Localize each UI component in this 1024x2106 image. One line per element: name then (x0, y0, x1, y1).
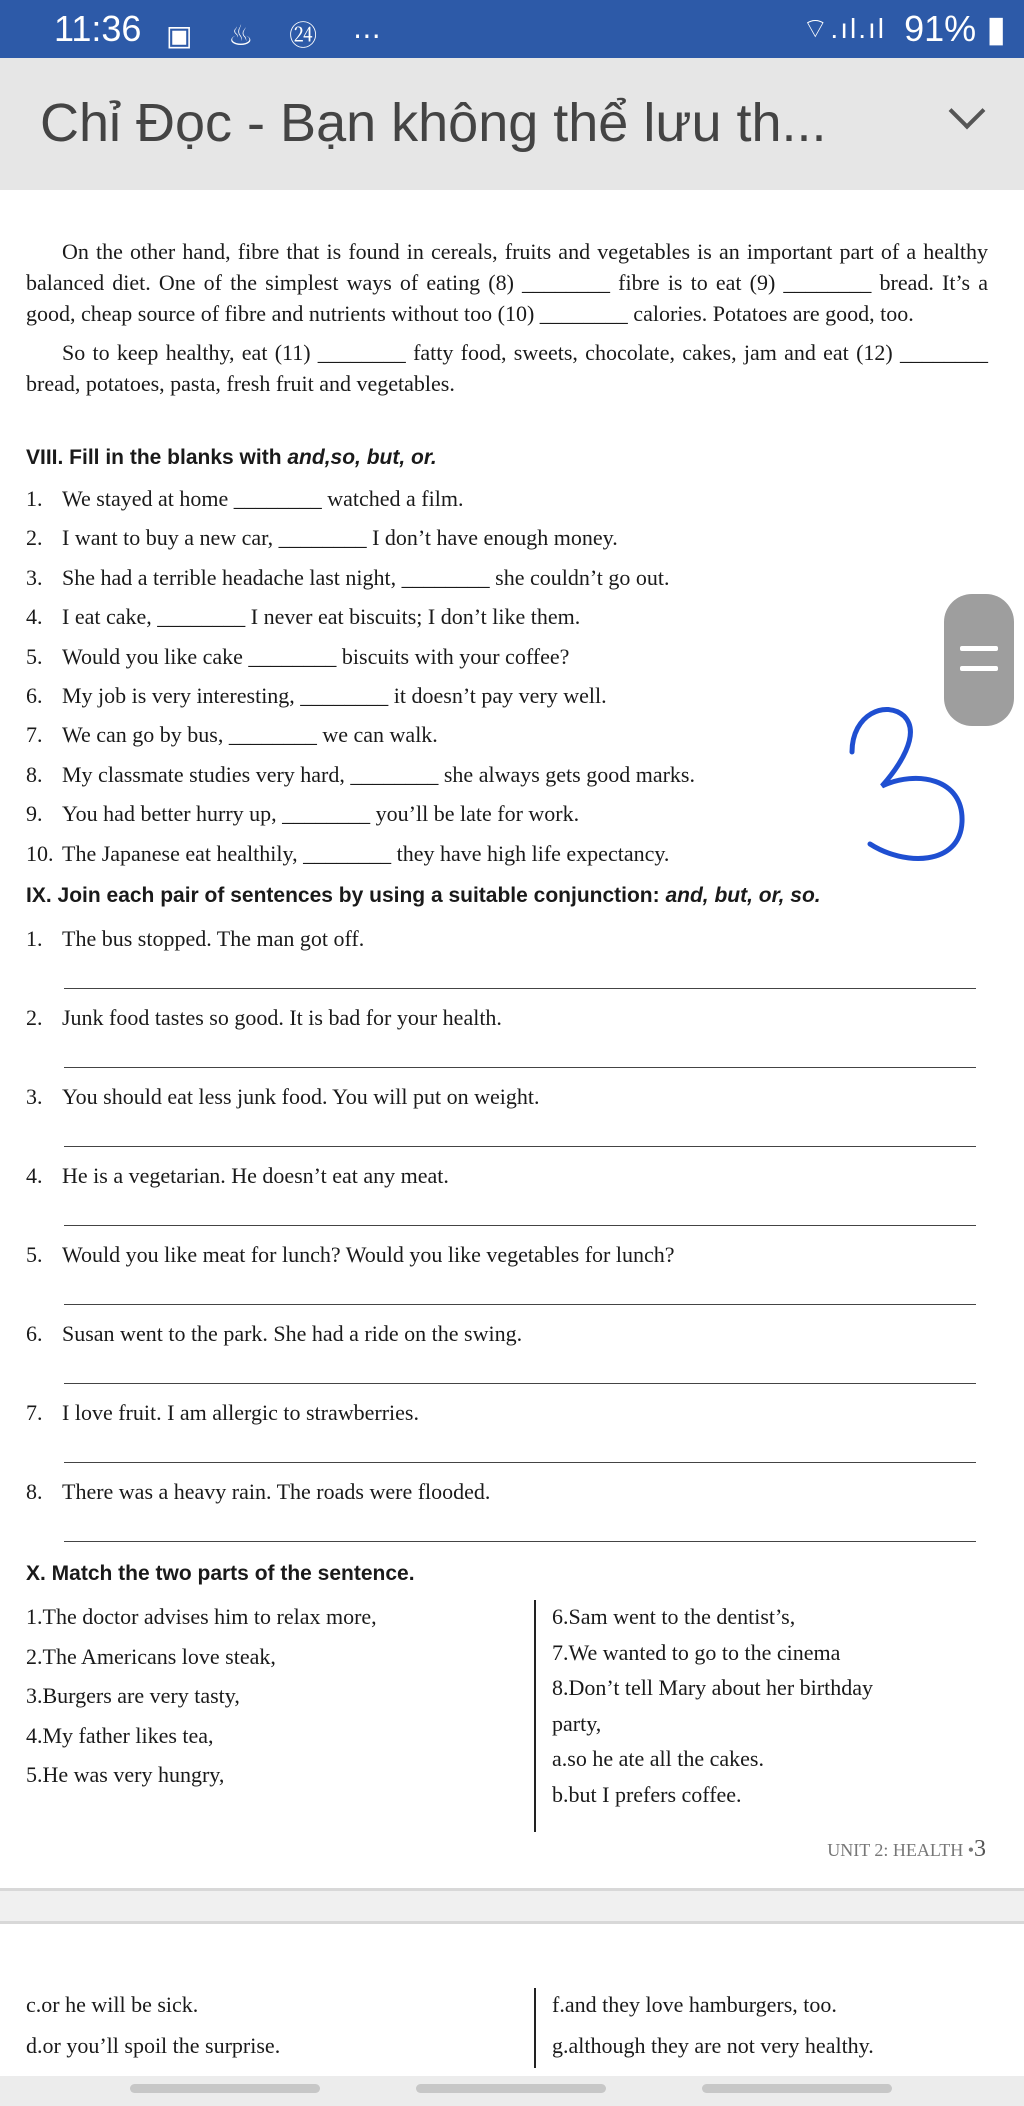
column-divider-page2 (534, 1988, 536, 2068)
item-text: Would you like meat for lunch? Would you like vegetables for lunch? (62, 1242, 675, 1267)
nav-pill-right[interactable] (702, 2084, 892, 2093)
battery-level: 91% ▮ (904, 8, 1006, 49)
match-item-left (26, 1723, 214, 1749)
item-text: Sam went to the dentist’s, (568, 1604, 796, 1629)
section-8-heading: VIII. Fill in the blanks with and,so, but, or. (26, 446, 437, 469)
item-text: although they are not very healthy. (568, 2033, 874, 2058)
fill-blank-item (26, 644, 569, 670)
join-sentence-item (26, 926, 364, 952)
answer-line[interactable] (64, 1383, 976, 1384)
item-text: There was a heavy rain. The roads were flooded. (62, 1479, 491, 1504)
fill-blank-item (26, 525, 618, 551)
answer-line[interactable] (64, 1225, 976, 1226)
match-item-left (26, 1683, 240, 1709)
item-text: Burgers are very tasty, (42, 1683, 240, 1708)
item-number: 1. (26, 486, 43, 511)
item-number: 8. (26, 1479, 43, 1504)
document-title: Chỉ Đọc - Bạn không thể lưu th... (40, 93, 827, 153)
item-number: 2. (26, 1005, 43, 1030)
item-text: You should eat less junk food. You will put on weight. (62, 1084, 540, 1109)
item-number: 5. (26, 1242, 43, 1267)
item-number: 7. (26, 722, 43, 748)
join-sentence-item (26, 1163, 449, 1189)
item-text: We wanted to go to the cinema (568, 1639, 841, 1665)
item-text: My father likes tea, (42, 1722, 214, 1748)
item-number: 8. (552, 1675, 569, 1700)
join-sentence-item (26, 1321, 522, 1347)
item-number: 3. (26, 564, 43, 590)
join-sentence-item (26, 1400, 419, 1426)
fill-blank-item (26, 762, 695, 788)
item-text: He is a vegetarian. He doesn’t eat any meat. (62, 1163, 449, 1188)
item-text: The Japanese eat healthily, ________ they have high life expectancy. (62, 840, 670, 866)
item-text: You had better hurry up, ________ you’ll be late for work. (62, 801, 580, 827)
paragraph-1: On the other hand, fibre that is found in cereals, fruits and vegetables is an important part of a healthy balanced diet. One of the simplest ways of eating (8) ________ fibre is to eat (9) ________ bread. It’s a good, cheap source of fibre and nutrients without too (10) ________ calories. Potatoes are good, too. (26, 239, 988, 326)
item-number: b. (552, 1781, 569, 1807)
join-sentence-item (26, 1005, 502, 1031)
match-item-left (26, 1644, 276, 1670)
match-item-right (552, 1992, 837, 2018)
document-body (26, 236, 988, 399)
answer-line[interactable] (64, 1067, 976, 1068)
item-text: Would you like cake ________ biscuits with your coffee? (62, 643, 570, 669)
item-number: 9. (26, 801, 43, 827)
item-text: He was very hungry, (42, 1762, 225, 1787)
fill-blank-item (26, 565, 670, 591)
item-number: 10. (26, 840, 54, 866)
item-text: My job is very interesting, ________ it doesn’t pay very well. (62, 683, 607, 708)
item-number: 6. (26, 683, 43, 708)
item-number: 5. (26, 1762, 43, 1787)
item-number: 1. (26, 926, 43, 951)
scroll-handle[interactable] (944, 594, 1014, 726)
nav-bar (0, 2076, 1024, 2106)
join-sentence-item (26, 1242, 675, 1268)
item-number: 6. (26, 1321, 43, 1346)
fill-blank-item (26, 683, 607, 709)
section-9-heading: IX. Join each pair of sentences by using a suitable conjunction: and, but, or, so. (26, 884, 821, 907)
match-item-left (26, 1762, 224, 1788)
item-number: 6. (552, 1604, 569, 1629)
answer-line[interactable] (64, 1304, 976, 1305)
match-item-left (26, 2033, 280, 2059)
item-number: 2. (26, 525, 43, 551)
item-number: a. (552, 1746, 568, 1771)
item-text: so he ate all the cakes. (567, 1746, 764, 1771)
item-text: Susan went to the park. She had a ride on the swing. (62, 1321, 523, 1346)
nav-pill-center[interactable] (416, 2084, 606, 2093)
item-text: or you’ll spoil the surprise. (42, 2033, 281, 2058)
item-text: I want to buy a new car, ________ I don’t have enough money. (62, 525, 618, 551)
item-text: We stayed at home ________ watched a film. (62, 486, 464, 511)
item-text: but I prefers coffee. (568, 1781, 742, 1807)
title-bar (0, 58, 1024, 190)
item-text: or he will be sick. (41, 1992, 199, 2017)
item-text: We can go by bus, ________ we can walk. (62, 722, 438, 748)
status-bar (0, 0, 1024, 58)
item-number: 4. (26, 604, 43, 630)
fill-blank-item (26, 486, 463, 512)
item-number: 5. (26, 643, 43, 669)
item-text: The Americans love steak, (42, 1643, 276, 1669)
answer-line[interactable] (64, 1462, 976, 1463)
column-divider (534, 1600, 536, 1832)
chevron-down-icon[interactable] (949, 93, 986, 130)
match-item-right (552, 1782, 742, 1808)
item-number: 4. (26, 1163, 43, 1188)
fill-blank-item (26, 801, 579, 827)
match-item-left (26, 1992, 198, 2018)
answer-line[interactable] (64, 1541, 976, 1542)
notification-icons: ▣ ♨ ㉔ ⋯ (166, 20, 395, 51)
item-number: 8. (26, 761, 43, 787)
fill-blank-item (26, 722, 438, 748)
signal-icon: ⌔.ıl.ıl (802, 13, 886, 44)
section-10-heading: X. Match the two parts of the sentence. (26, 1562, 415, 1585)
item-number: 4. (26, 1722, 43, 1748)
match-item-right (552, 1604, 795, 1630)
item-text: and they love hamburgers, too. (564, 1992, 837, 2017)
item-number: 1. (26, 1604, 43, 1629)
paragraph-2: So to keep healthy, eat (11) ________ fatty food, sweets, chocolate, cakes, jam and eat (12) ________ bread, potatoes, pasta, fresh fruit and vegetables. (26, 340, 988, 396)
item-text: party, (552, 1710, 602, 1736)
item-text: I eat cake, ________ I never eat biscuits; I don’t like them. (62, 604, 581, 630)
item-text: The bus stopped. The man got off. (62, 926, 365, 951)
item-text: The doctor advises him to relax more, (42, 1604, 377, 1629)
item-text: She had a terrible headache last night, ________ she couldn’t go out. (62, 564, 670, 590)
battery-icon: ▮ (976, 8, 1006, 49)
answer-line[interactable] (64, 988, 976, 989)
answer-line[interactable] (64, 1146, 976, 1147)
page-separator (0, 1888, 1024, 1924)
match-item-right (552, 2033, 874, 2059)
item-number: 7. (552, 1639, 569, 1665)
match-item-right (552, 1746, 764, 1772)
item-number: g. (552, 2033, 569, 2058)
item-number: 3. (26, 1683, 43, 1708)
join-sentence-item (26, 1084, 540, 1110)
match-item-right (552, 1675, 873, 1701)
item-text: My classmate studies very hard, ________ she always gets good marks. (62, 761, 695, 787)
item-number: d. (26, 2033, 43, 2058)
match-item-right (552, 1640, 840, 1666)
fill-blank-item (26, 604, 580, 630)
item-number: f. (552, 1992, 565, 2017)
join-sentence-item (26, 1479, 490, 1505)
item-number: 7. (26, 1400, 43, 1425)
item-text: Junk food tastes so good. It is bad for your health. (62, 1005, 502, 1030)
item-number: 2. (26, 1643, 43, 1669)
fill-blank-item (26, 841, 669, 867)
page-footer: UNIT 2: HEALTH •3 (827, 1836, 986, 1862)
item-number: 3. (26, 1084, 43, 1109)
match-item-right (552, 1711, 601, 1737)
item-text: I love fruit. I am allergic to strawberries. (62, 1400, 419, 1425)
nav-pill-left[interactable] (130, 2084, 320, 2093)
status-time: 11:36 (54, 8, 142, 49)
match-item-left (26, 1604, 377, 1630)
item-text: Don’t tell Mary about her birthday (568, 1675, 873, 1700)
item-number: c. (26, 1992, 42, 2017)
